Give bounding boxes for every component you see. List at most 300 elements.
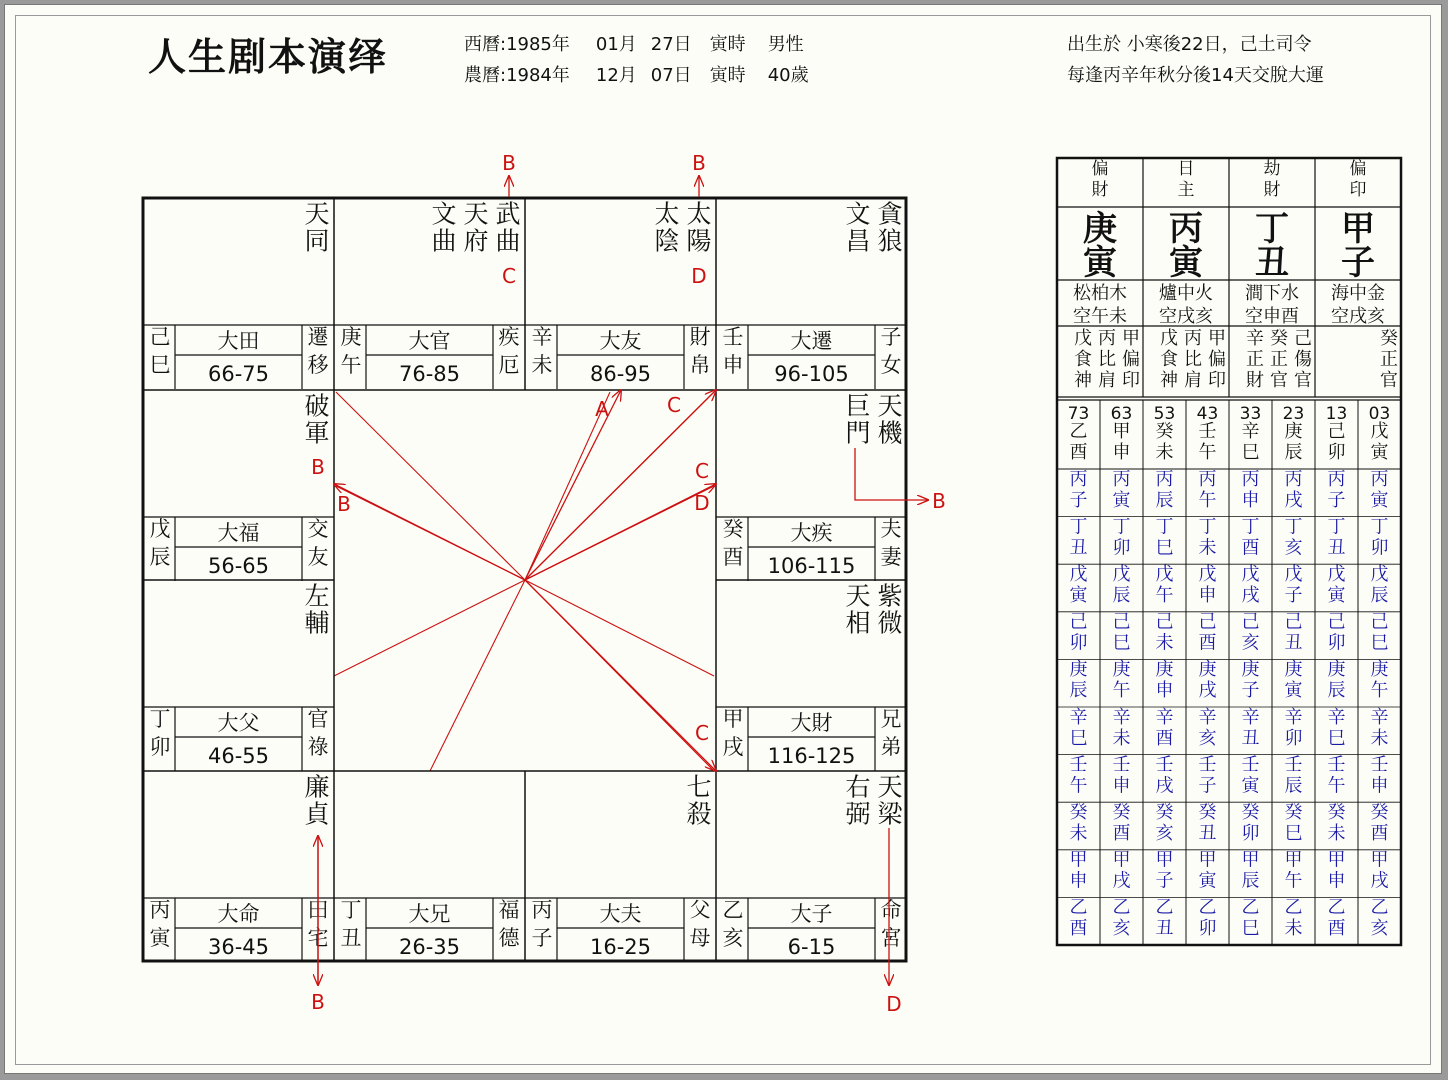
pillar-hidden-stem-char: 比 [1184,348,1202,370]
liunian-ganzhi-char: 卯 [1112,537,1131,559]
transform-label: D [691,264,707,288]
palace-star-char: 太 [686,199,712,229]
liunian-ganzhi [1371,850,1389,892]
palace-name [881,325,902,377]
liunian-ganzhi-char: 乙 [1284,897,1303,919]
pillar-hidden-stem [1270,328,1288,391]
transform-label: D [694,491,710,515]
liunian-ganzhi-char: 丁 [1155,516,1174,538]
liunian-ganzhi-char: 亥 [1155,822,1174,844]
liunian-ganzhi-char: 甲 [1327,849,1346,871]
palace-star [463,199,488,255]
liunian-ganzhi-char: 酉 [1112,822,1131,844]
liunian-ganzhi-char: 午 [1155,584,1174,606]
dayun-ganzhi [1371,421,1390,463]
liunian-ganzhi [1113,850,1131,892]
liunian-ganzhi-char: 己 [1241,611,1260,633]
liunian-ganzhi [1113,897,1131,939]
bazi-table [1057,158,1401,945]
palace-ganzhi-char: 丁 [149,707,171,732]
liunian-ganzhi [1156,707,1174,749]
palace-star-char: 文 [431,199,457,229]
liunian-ganzhi [1113,659,1131,701]
liunian-ganzhi [1328,850,1346,892]
palace-疾厄 [334,199,525,389]
palace-name-char: 帛 [689,353,711,378]
liunian-ganzhi [1242,897,1260,939]
dayun-ganzhi-char: 戊 [1370,420,1389,442]
liunian-ganzhi [1285,802,1303,844]
palace-decade: 大子 [790,902,833,926]
liunian-ganzhi-char: 丙 [1069,468,1088,490]
liunian-ganzhi-char: 丑 [1069,537,1088,559]
palace-star-char: 貞 [304,799,330,829]
palace-ganzhi-char: 辰 [149,545,171,570]
liunian-ganzhi-char: 壬 [1241,754,1260,776]
palace-age-range: 66-75 [207,362,270,386]
transform-label: A [595,397,609,421]
liunian-ganzhi [1199,802,1217,844]
palace-ganzhi-char: 午 [340,353,362,378]
palace-star-char: 曲 [431,226,457,256]
dayun-age: 53 [1153,404,1176,424]
dayun-ganzhi-char: 辛 [1241,420,1260,442]
liunian-ganzhi-char: 酉 [1155,727,1174,749]
liunian-ganzhi [1242,850,1260,892]
palace-ganzhi [723,898,744,950]
palace-ganzhi-char: 甲 [722,707,744,732]
liunian-ganzhi [1199,469,1217,511]
palace-ganzhi-char: 丙 [531,898,553,923]
liunian-ganzhi-char: 庚 [1069,659,1088,681]
liunian-ganzhi [1328,707,1346,749]
palace-star-char: 梁 [877,799,903,829]
palace-decade: 大官 [408,329,451,353]
liunian-ganzhi [1199,754,1217,796]
dayun-ganzhi-char: 寅 [1370,441,1389,463]
pillar-role-char: 財 [1091,180,1109,200]
liunian-ganzhi [1070,469,1088,511]
liunian-ganzhi-char: 丁 [1327,516,1346,538]
palace-star [845,772,870,828]
palace-decade: 大田 [217,329,260,353]
palace-name [881,517,903,569]
pillar-gan: 甲 [1341,209,1375,249]
liunian-ganzhi-char: 亥 [1241,632,1260,654]
palace-star-char: 同 [304,226,330,256]
palace-name-char: 官 [307,707,329,732]
liunian-ganzhi-char: 戊 [1284,563,1303,585]
palace-ganzhi [532,898,553,950]
palace-ganzhi-char: 巳 [149,353,171,378]
dayun-age: 43 [1196,404,1219,424]
liunian-ganzhi-char: 庚 [1241,659,1260,681]
pillar-kong: 空戌亥 [1159,306,1213,327]
pillar-gan: 丙 [1169,209,1203,249]
palace-ganzhi [532,325,553,377]
palace-star-char: 巨 [845,391,871,421]
transform-label: C [667,393,681,417]
liunian-ganzhi [1070,659,1088,701]
liunian-ganzhi-char: 癸 [1284,801,1303,823]
transform-label: B [311,990,325,1014]
pillar-role-char: 日 [1177,159,1195,179]
liunian-ganzhi-char: 申 [1069,870,1088,892]
liunian-ganzhi-char: 寅 [1370,489,1389,511]
transform-label: B [337,492,351,516]
palace-decade: 大兄 [408,902,451,926]
liunian-ganzhi [1199,897,1217,939]
pillar-hidden-stem [1122,328,1140,391]
liunian-ganzhi-char: 未 [1155,632,1174,654]
liunian-ganzhi-char: 戊 [1198,563,1217,585]
pillar-role [1264,159,1281,200]
liunian-ganzhi-char: 申 [1155,680,1174,702]
palace-age-range: 86-95 [589,362,652,386]
pillar-hidden-stem [1294,328,1312,391]
dayun-ganzhi-char: 壬 [1198,420,1217,442]
pillar-zhi: 寅 [1083,243,1117,283]
pillar-hidden-stem-char: 財 [1246,369,1264,391]
palace-name [881,707,902,759]
liunian-ganzhi [1285,659,1304,701]
palace-ganzhi-char: 申 [722,353,744,378]
liunian-ganzhi [1371,897,1389,939]
palace-star-char: 相 [845,608,871,638]
liunian-ganzhi [1242,754,1261,796]
transform-label: C [502,264,516,288]
liunian-ganzhi-char: 子 [1155,870,1174,892]
liunian-ganzhi [1371,612,1389,654]
liunian-ganzhi-char: 丑 [1241,727,1260,749]
liunian-ganzhi-char: 未 [1198,537,1217,559]
pillar-hidden-stem [1380,328,1398,391]
liunian-ganzhi-char: 酉 [1069,918,1088,940]
liunian-ganzhi-char: 丑 [1155,918,1174,940]
liunian-ganzhi [1199,707,1217,749]
liunian-ganzhi-char: 癸 [1327,801,1346,823]
liunian-ganzhi [1371,802,1389,844]
palace-ganzhi-char: 癸 [722,517,744,542]
palace-star-char: 天 [877,391,903,421]
pillar-hidden-stem-char: 印 [1122,369,1140,391]
liunian-ganzhi-char: 乙 [1370,897,1389,919]
liunian-ganzhi [1156,612,1174,654]
liunian-ganzhi-char: 乙 [1241,897,1260,919]
palace-name [499,325,520,377]
pillar-hidden-stem-char: 己 [1294,327,1312,349]
pillar-hidden-stem-char: 偏 [1208,348,1226,370]
liunian-ganzhi-char: 甲 [1370,849,1389,871]
liunian-ganzhi-char: 寅 [1284,680,1303,702]
liunian-ganzhi-char: 卯 [1241,822,1260,844]
liunian-ganzhi [1070,754,1088,796]
liunian-ganzhi-char: 戊 [1112,563,1131,585]
liunian-ganzhi-char: 甲 [1155,849,1174,871]
palace-ganzhi-char: 庚 [340,325,362,350]
pillar-hidden-stem-char: 丙 [1098,327,1116,349]
transform-label: B [311,455,325,479]
palace-star [845,391,870,447]
palace-name-char: 福 [498,898,520,923]
dayun-ganzhi-char: 甲 [1112,420,1131,442]
liunian-ganzhi [1070,564,1089,606]
pillar-hidden-stem-char: 官 [1380,369,1398,391]
pillar-hidden-stem-char: 甲 [1208,327,1226,349]
palace-name-char: 夫 [880,517,902,542]
liunian-ganzhi-char: 癸 [1155,801,1174,823]
center-line [336,392,525,580]
liunian-ganzhi [1199,564,1217,606]
palace-父母 [525,772,716,962]
liunian-ganzhi-char: 戊 [1241,563,1260,585]
liunian-ganzhi [1242,564,1260,606]
liunian-ganzhi [1156,516,1174,558]
dayun-ganzhi [1328,421,1346,463]
liunian-ganzhi [1199,659,1217,701]
pillar-hidden-stem-char: 丙 [1184,327,1202,349]
pillar-gan: 庚 [1083,209,1117,249]
liunian-ganzhi-char: 申 [1112,775,1131,797]
palace-star-char: 貪 [877,199,903,229]
dayun-ganzhi [1199,421,1217,463]
liunian-ganzhi [1113,516,1131,558]
pillar-hidden-stem-char: 傷 [1294,348,1312,370]
pillar-hidden-stem-char: 肩 [1098,369,1116,391]
liunian-ganzhi [1199,516,1217,558]
liunian-ganzhi-char: 亥 [1370,918,1389,940]
palace-name [308,707,329,759]
liunian-ganzhi-char: 未 [1327,822,1346,844]
liunian-ganzhi-char: 庚 [1284,659,1303,681]
pillar-hidden-stem-char: 癸 [1270,327,1288,349]
pillar-hidden-stem-char: 比 [1098,348,1116,370]
palace-ganzhi-char: 乙 [722,898,744,923]
liunian-ganzhi [1371,707,1389,749]
palace-decade: 大命 [217,902,260,926]
palace-star-char: 陽 [686,226,712,256]
palace-age-range: 36-45 [207,935,270,959]
palace-star [845,199,870,255]
dayun-ganzhi-char: 卯 [1327,441,1346,463]
liunian-ganzhi-char: 庚 [1112,659,1131,681]
liunian-ganzhi [1199,612,1217,654]
palace-ganzhi [150,517,171,569]
liunian-ganzhi [1285,707,1303,749]
liunian-ganzhi-char: 丙 [1284,468,1303,490]
liunian-ganzhi-char: 卯 [1370,537,1389,559]
palace-ganzhi-char: 丙 [149,898,171,923]
pillar-hidden-stem-char: 食 [1074,348,1092,370]
palace-decade: 大夫 [599,902,642,926]
transform-label: C [695,459,709,483]
palace-decade: 大遷 [790,329,833,353]
palace-age-range: 116-125 [767,744,856,768]
liunian-ganzhi [1113,612,1131,654]
liunian-ganzhi-char: 丙 [1112,468,1131,490]
liunian-ganzhi-char: 乙 [1069,897,1088,919]
palace-ganzhi [723,325,744,377]
transform-arrow [334,484,525,580]
palace-name-char: 母 [689,926,711,951]
dayun-age: 73 [1067,404,1090,424]
palace-star [686,199,711,255]
pillar-hidden-stem-char: 肩 [1184,369,1202,391]
lunar-hour: 寅時 [709,65,746,86]
liunian-ganzhi-char: 申 [1327,870,1346,892]
palace-decade: 大福 [217,521,260,545]
liunian-ganzhi-char: 戊 [1155,563,1174,585]
liunian-ganzhi-char: 午 [1284,870,1303,892]
palace-福德 [334,898,525,962]
liunian-ganzhi [1371,516,1389,558]
liunian-ganzhi-char: 巳 [1370,632,1389,654]
palace-age-range: 96-105 [774,362,849,386]
liunian-ganzhi-char: 卯 [1198,918,1217,940]
pillar-hidden-stem-char: 神 [1074,369,1092,391]
liunian-ganzhi [1285,469,1303,511]
palace-star [877,772,903,828]
liunian-ganzhi-char: 辰 [1370,584,1389,606]
palace-name [308,517,329,569]
liunian-ganzhi-char: 午 [1370,680,1389,702]
liunian-ganzhi-char: 甲 [1284,849,1303,871]
palace-star-char: 昌 [845,226,871,256]
liunian-ganzhi-char: 辛 [1155,706,1174,728]
palace-ganzhi-char: 未 [531,353,553,378]
palace-star [654,199,679,255]
palace-田宅 [143,772,334,962]
liunian-ganzhi-char: 丙 [1198,468,1217,490]
liunian-ganzhi-char: 寅 [1241,775,1260,797]
liunian-ganzhi-char: 辛 [1069,706,1088,728]
dayun-ganzhi-char: 未 [1155,441,1174,463]
liunian-ganzhi-char: 丑 [1327,537,1346,559]
palace-ganzhi [341,898,362,950]
palace-decade: 大疾 [790,521,833,545]
liunian-ganzhi-char: 巳 [1112,632,1131,654]
dayun-ganzhi [1242,421,1260,463]
palace-ganzhi [150,325,171,377]
birth-note: 出生於 小寒後22日，己土司令 [1067,34,1312,55]
liunian-ganzhi-char: 戊 [1370,563,1389,585]
liunian-ganzhi-char: 辛 [1327,706,1346,728]
palace-age-range: 6-15 [787,935,836,959]
liunian-ganzhi-char: 乙 [1155,897,1174,919]
liunian-ganzhi-char: 丙 [1370,468,1389,490]
palace-star [877,581,902,637]
liunian-ganzhi-char: 乙 [1327,897,1346,919]
liunian-ganzhi [1242,707,1260,749]
liunian-ganzhi-char: 未 [1112,727,1131,749]
liunian-ganzhi-char: 辛 [1198,706,1217,728]
liunian-ganzhi-char: 甲 [1241,849,1260,871]
liunian-ganzhi [1328,754,1346,796]
palace-ganzhi-char: 丁 [340,898,362,923]
liunian-ganzhi-char: 己 [1112,611,1131,633]
liunian-ganzhi [1070,612,1088,654]
liunian-ganzhi [1328,564,1347,606]
pillar-hidden-stem-char: 正 [1246,348,1264,370]
pillar-hidden-stem [1074,328,1092,391]
liunian-ganzhi [1285,850,1303,892]
transform-arrow [525,580,716,771]
dayun-ganzhi-char: 酉 [1069,441,1088,463]
liunian-ganzhi-char: 己 [1327,611,1346,633]
liunian-ganzhi-char: 癸 [1112,801,1131,823]
liunian-ganzhi [1113,802,1131,844]
palace-name-char: 女 [880,353,902,378]
pillar-hidden-stem-char: 神 [1160,369,1178,391]
liunian-ganzhi-char: 亥 [1284,537,1303,559]
pillar-hidden-stem-char: 官 [1294,369,1312,391]
palace-name [690,898,711,950]
palace-name-char: 移 [307,353,329,378]
liunian-ganzhi-char: 卯 [1327,632,1346,654]
palace-ganzhi-char: 寅 [149,926,171,951]
palace-兄弟 [716,581,907,771]
palace-star [304,391,329,447]
liunian-ganzhi [1328,612,1346,654]
palace-star [877,199,904,255]
palace-star [845,581,870,637]
liunian-ganzhi-char: 卯 [1284,727,1303,749]
liunian-ganzhi [1328,516,1346,558]
transform-label: C [695,721,709,745]
palace-star-char: 左 [304,581,330,611]
palace-name [881,898,902,950]
palace-age-range: 16-25 [589,935,652,959]
liunian-ganzhi-char: 辰 [1069,680,1088,702]
palace-decade: 大財 [790,711,833,735]
palace-name-char: 遷 [307,325,329,350]
liunian-ganzhi-char: 甲 [1069,849,1088,871]
palace-ganzhi-char: 戌 [722,735,744,760]
dayun-ganzhi-char: 癸 [1155,420,1174,442]
liunian-ganzhi [1328,469,1346,511]
liunian-ganzhi [1156,564,1174,606]
liunian-ganzhi [1156,802,1174,844]
page-title: 人生剧本演绎 [148,34,389,79]
palace-name-char: 交 [307,517,329,542]
palace-ganzhi-char: 壬 [722,325,744,350]
liunian-ganzhi-char: 未 [1284,918,1303,940]
pillar-nayin: 海中金 [1331,283,1385,304]
liunian-ganzhi-char: 庚 [1370,659,1389,681]
pillar-hidden-stem-char: 癸 [1380,327,1398,349]
liunian-ganzhi-char: 酉 [1327,918,1346,940]
center-line [334,580,525,676]
liunian-ganzhi-char: 辰 [1155,489,1174,511]
palace-ganzhi-char: 戊 [149,517,171,542]
center-line [525,580,714,676]
liunian-ganzhi-char: 午 [1327,775,1346,797]
liunian-ganzhi-char: 戌 [1198,680,1217,702]
liunian-ganzhi-char: 戌 [1370,870,1389,892]
liunian-ganzhi-char: 甲 [1112,849,1131,871]
solar-year: 西曆:1985年 [464,34,570,55]
palace-star [686,772,711,828]
liunian-ganzhi-char: 戌 [1112,870,1131,892]
liunian-ganzhi-char: 丙 [1327,468,1346,490]
palace-star-char: 天 [877,772,903,802]
palace-ganzhi [150,707,171,759]
palace-star-char: 文 [845,199,871,229]
liunian-ganzhi-char: 子 [1198,775,1217,797]
transform-arrow [525,484,716,580]
liunian-ganzhi-char: 巳 [1327,727,1346,749]
pillar-hidden-stem [1160,328,1178,391]
